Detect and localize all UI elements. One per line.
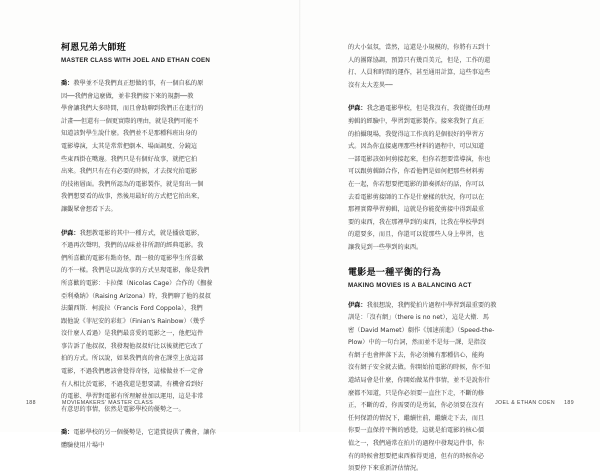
paragraph-line — [348, 55, 562, 68]
paragraph-line — [348, 388, 562, 401]
line-text: 沒有網子安全就去做。你開始拍電影的時候，你不知 — [348, 364, 491, 372]
paragraph-line — [61, 303, 273, 316]
paragraph-line — [61, 154, 273, 167]
paragraph-line — [348, 325, 562, 338]
line-text: 跟他說《菲尼安的彩虹》（Finian's Rainbow）（幾乎 — [61, 317, 206, 325]
line-text: Plow）中的一句台詞，然而並不是每一課，是指沒 — [348, 339, 487, 347]
line-text: 正，不斷的看，你需要的是勇氣，你必須要在沒有 — [348, 402, 485, 410]
paragraph-line — [61, 379, 273, 392]
line-text: 計畫──但還有一個更實際的理由，就是我們可能不 — [61, 117, 199, 125]
chapter-title-zh: 柯恩兄弟大師班 — [61, 43, 127, 53]
paragraph-line — [348, 242, 562, 255]
line-text: 那裡實際學習剪輯，這就是你能從剪接中得到最重 — [348, 206, 485, 214]
running-head-left: MOVIEMAKERS' MASTER CLASS — [62, 400, 154, 406]
line-text: 讓觀眾會想看下去。 — [61, 205, 117, 213]
line-text: 打、人員和時間的運作，甚至通用計算，這些事這些 — [348, 69, 491, 77]
running-head-right: JOEL & ETHAN COEN — [495, 400, 555, 406]
line-text: 沒什麼人看過）是我們最喜愛的電影之一，他把這件 — [61, 330, 204, 338]
line-text: 些東西掛在嘴邊。我們只是有個好故事，就把它拍 — [61, 155, 198, 163]
paragraph — [348, 300, 562, 476]
paragraph-line — [61, 427, 273, 440]
line-text: 有網子也會摔落下去，你必須擁有那種信心，能夠 — [348, 351, 485, 359]
paragraph-line — [61, 341, 273, 354]
paragraph-line — [61, 440, 273, 453]
paragraph-line — [61, 278, 273, 291]
paragraph-line — [61, 328, 273, 341]
line-text: 式。因為你直接處理那些材料的過程中，可以知道 — [348, 143, 485, 151]
line-text: 有的時候會想要把東西推得更遠，但有的時候你必 — [348, 452, 485, 460]
right-bottom-paragraphs — [348, 300, 562, 476]
line-text: 訓是：「沒有網」（there is no net），這是大衛．馬 — [348, 314, 489, 322]
paragraph-line — [61, 316, 273, 329]
line-text: 的電影、學習對電影有所理解並加以運用，這是非常 — [61, 393, 204, 401]
paragraph-line — [348, 67, 562, 80]
left-text-column — [61, 42, 273, 453]
page-number-right: 189 — [564, 400, 574, 406]
line-text: 一部電影該如何剪接起來，但你若想要當導演，你也 — [348, 155, 491, 163]
paragraph-line — [348, 166, 562, 179]
line-text: 麼都不知道，只是你必須要一直往下走，不斷的修 — [348, 389, 485, 397]
paragraph-line — [61, 116, 273, 129]
line-text: 電影導演，太其是常常把劇本、場面調度、分鏡這 — [61, 142, 198, 150]
line-text: 人的團隊協調，預算只有幾百美元，但是，工作的還 — [348, 56, 491, 64]
line-text: 道結局會是什麼，你開始做某件事情，並不是說你什 — [348, 377, 491, 385]
paragraph-line — [61, 240, 273, 253]
line-text: 你要一直保持平衡的感覺，這就是拍電影的核心價 — [348, 427, 485, 435]
paragraph-line — [348, 463, 562, 476]
paragraph-line — [61, 228, 273, 241]
line-text: 有意思的事情，依然是電影學校的優勢之一。 — [61, 405, 185, 413]
line-text: 們所喜歡的電影有點奇怪，跟一般的電影學生所喜歡 — [61, 254, 204, 262]
right-text-column — [348, 42, 562, 476]
paragraph-line — [61, 291, 273, 304]
line-text: 體驗使用片場中 — [61, 442, 105, 450]
paragraph-line — [348, 141, 562, 154]
line-text: 出來。我們只有在有必要的時候，才去探究拍電影 — [61, 168, 198, 176]
paragraph-line — [348, 42, 562, 55]
line-text: 拍的方式。所以說，如果我們真的會在課堂上放這部 — [61, 355, 204, 363]
line-text: 的大小氣氛，當然，這還是小規模的，你將有五到十 — [348, 44, 491, 51]
line-text: 可以跟剪輯師合作，你看他們是如何把那些材料剪 — [348, 168, 485, 176]
line-text: 我想教電影的其中一種方式，就是播放電影， — [79, 229, 204, 237]
paragraph-line — [348, 154, 562, 167]
paragraph-line — [348, 300, 562, 313]
paragraph — [61, 78, 273, 217]
section-title-en: MAKING MOVIES IS A BALANCING ACT — [348, 281, 472, 289]
paragraph-line — [348, 217, 562, 230]
paragraph-line — [61, 91, 273, 104]
paragraph-line — [61, 366, 273, 379]
speaker-label: 喬： — [61, 80, 74, 87]
line-text: 讓我見到一些學到的東西。 — [348, 243, 423, 251]
line-text: 在一起，你若想要把電影的節奏抓好的話，你可以 — [348, 180, 485, 188]
chapter-title-en: MASTER CLASS WITH JOEL AND ETHAN COEN — [61, 57, 211, 64]
page-number-left: 188 — [26, 400, 36, 406]
paragraph-line — [348, 192, 562, 205]
paragraph-line — [348, 413, 562, 426]
paragraph-line — [61, 253, 273, 266]
line-text: 教學並不是我們真正想做的事，有一個自私的原 — [73, 80, 204, 87]
paragraph-line — [348, 129, 562, 142]
line-text: 法蘭西斯．柯波拉（Francis Ford Coppola），我們 — [61, 305, 203, 313]
paragraph-line — [348, 350, 562, 363]
line-text: 知道該對學生說什麼。我們並不是那種科班出身的 — [61, 130, 198, 138]
line-text: 學會讓我們大多時間，而且會助聊到我們正在進行的 — [61, 105, 204, 113]
paragraph — [348, 103, 562, 254]
line-text: 電影，不過我們應該會覺得奇怪，這樣做並不一定會 — [61, 368, 204, 376]
line-text: 密（David Mamet）劇作《加速前進》（Speed-the- — [348, 326, 495, 334]
speaker-label: 伊森： — [348, 301, 367, 309]
paragraph — [61, 228, 273, 417]
paragraph — [348, 42, 562, 92]
section-heading — [348, 267, 562, 290]
paragraph-line — [61, 204, 273, 217]
line-text: 去看電影剪接師的工作是什麼樣的狀況，你可以在 — [348, 193, 485, 201]
left-page — [0, 0, 300, 450]
paragraph-line — [61, 353, 273, 366]
paragraph-line — [348, 312, 562, 325]
paragraph-line — [348, 451, 562, 464]
speaker-label: 伊森： — [61, 229, 80, 237]
paragraph-line — [61, 78, 273, 91]
line-text: 值之一，我們通常在拍片的過程中發現這件事，你 — [348, 440, 485, 448]
line-text: 我們想要看的故事，然後用最好的方式把它拍出來， — [61, 193, 204, 201]
speaker-label: 喬： — [61, 429, 74, 437]
paragraph-line — [61, 179, 273, 192]
line-text: 我念過電影學校，但是我沒有，我從擔任助理 — [366, 105, 491, 113]
line-text: 要的東西，我在那裡學到的東西，比我在學校學到 — [348, 218, 485, 226]
line-text: 沒有太大差異── — [348, 81, 393, 89]
paragraph-line — [348, 103, 562, 116]
paragraph — [61, 427, 273, 452]
line-text: 有人相比於電影，不過我還是想要講，有機會看到好 — [61, 380, 204, 388]
line-text: 的技術層面。我們所認為的電影製作，就是寫出一個 — [61, 180, 204, 188]
right-top-paragraphs — [348, 42, 562, 255]
right-page — [300, 0, 600, 473]
paragraph-line — [348, 375, 562, 388]
paragraph-line — [61, 141, 273, 154]
paragraph-line — [61, 265, 273, 278]
line-text: 的拍攝現場，我覺得這工作真的是個很好的學習方 — [348, 130, 485, 138]
line-text: 亞利桑納》（Raising Arizona）時，我們聊了他的叔叔 — [61, 292, 211, 300]
paragraph-line — [348, 438, 562, 451]
left-paragraphs — [61, 78, 273, 453]
section-title-zh: 電影是一種平衡的行為 — [348, 267, 442, 278]
line-text: 的不一樣。我們是以說故事的方式呈現電影，像是我們 — [61, 267, 210, 275]
line-text: 電影學校的另一個優勢是，它還賞提供了機會，讓你 — [73, 429, 216, 437]
line-text: 不過再次聲明，我們的品味並非所謂的經典電影。我 — [61, 242, 204, 250]
paragraph-line — [348, 204, 562, 217]
paragraph-line — [348, 337, 562, 350]
speaker-label: 伊森： — [348, 105, 367, 113]
line-text: 剪輯的經驗中，學習到電影製作。接來我對了真正 — [348, 117, 485, 125]
paragraph-line — [61, 191, 273, 204]
paragraph-line — [348, 179, 562, 192]
line-text: 任何保證的情況下，繼續往前，繼續走下去，而且 — [348, 414, 485, 422]
paragraph-line — [348, 116, 562, 129]
paragraph-line — [348, 425, 562, 438]
paragraph-line — [61, 103, 273, 116]
paragraph-line — [348, 80, 562, 93]
paragraph-line — [61, 166, 273, 179]
line-text: 的還要多，而且，你還可以從那些人身上學習，也 — [348, 231, 485, 239]
line-text: 須要停下來重新評估情況。 — [348, 465, 423, 473]
line-text: 我很想說，我們從拍片過程中學習到最重要的教 — [366, 301, 497, 309]
paragraph-line — [348, 362, 562, 375]
line-text: 所喜歡的電影：卡拉傑（Nicolas Cage）合作的《撫養 — [61, 279, 213, 287]
paragraph-line — [61, 128, 273, 141]
line-text: 因──我們會這麼做，並非我們接下來的規劃──教 — [61, 92, 194, 100]
paragraph-line — [348, 229, 562, 242]
line-text: 事告訴了他叔叔，我發現他叔叔好比以後就把它改了 — [61, 342, 204, 350]
